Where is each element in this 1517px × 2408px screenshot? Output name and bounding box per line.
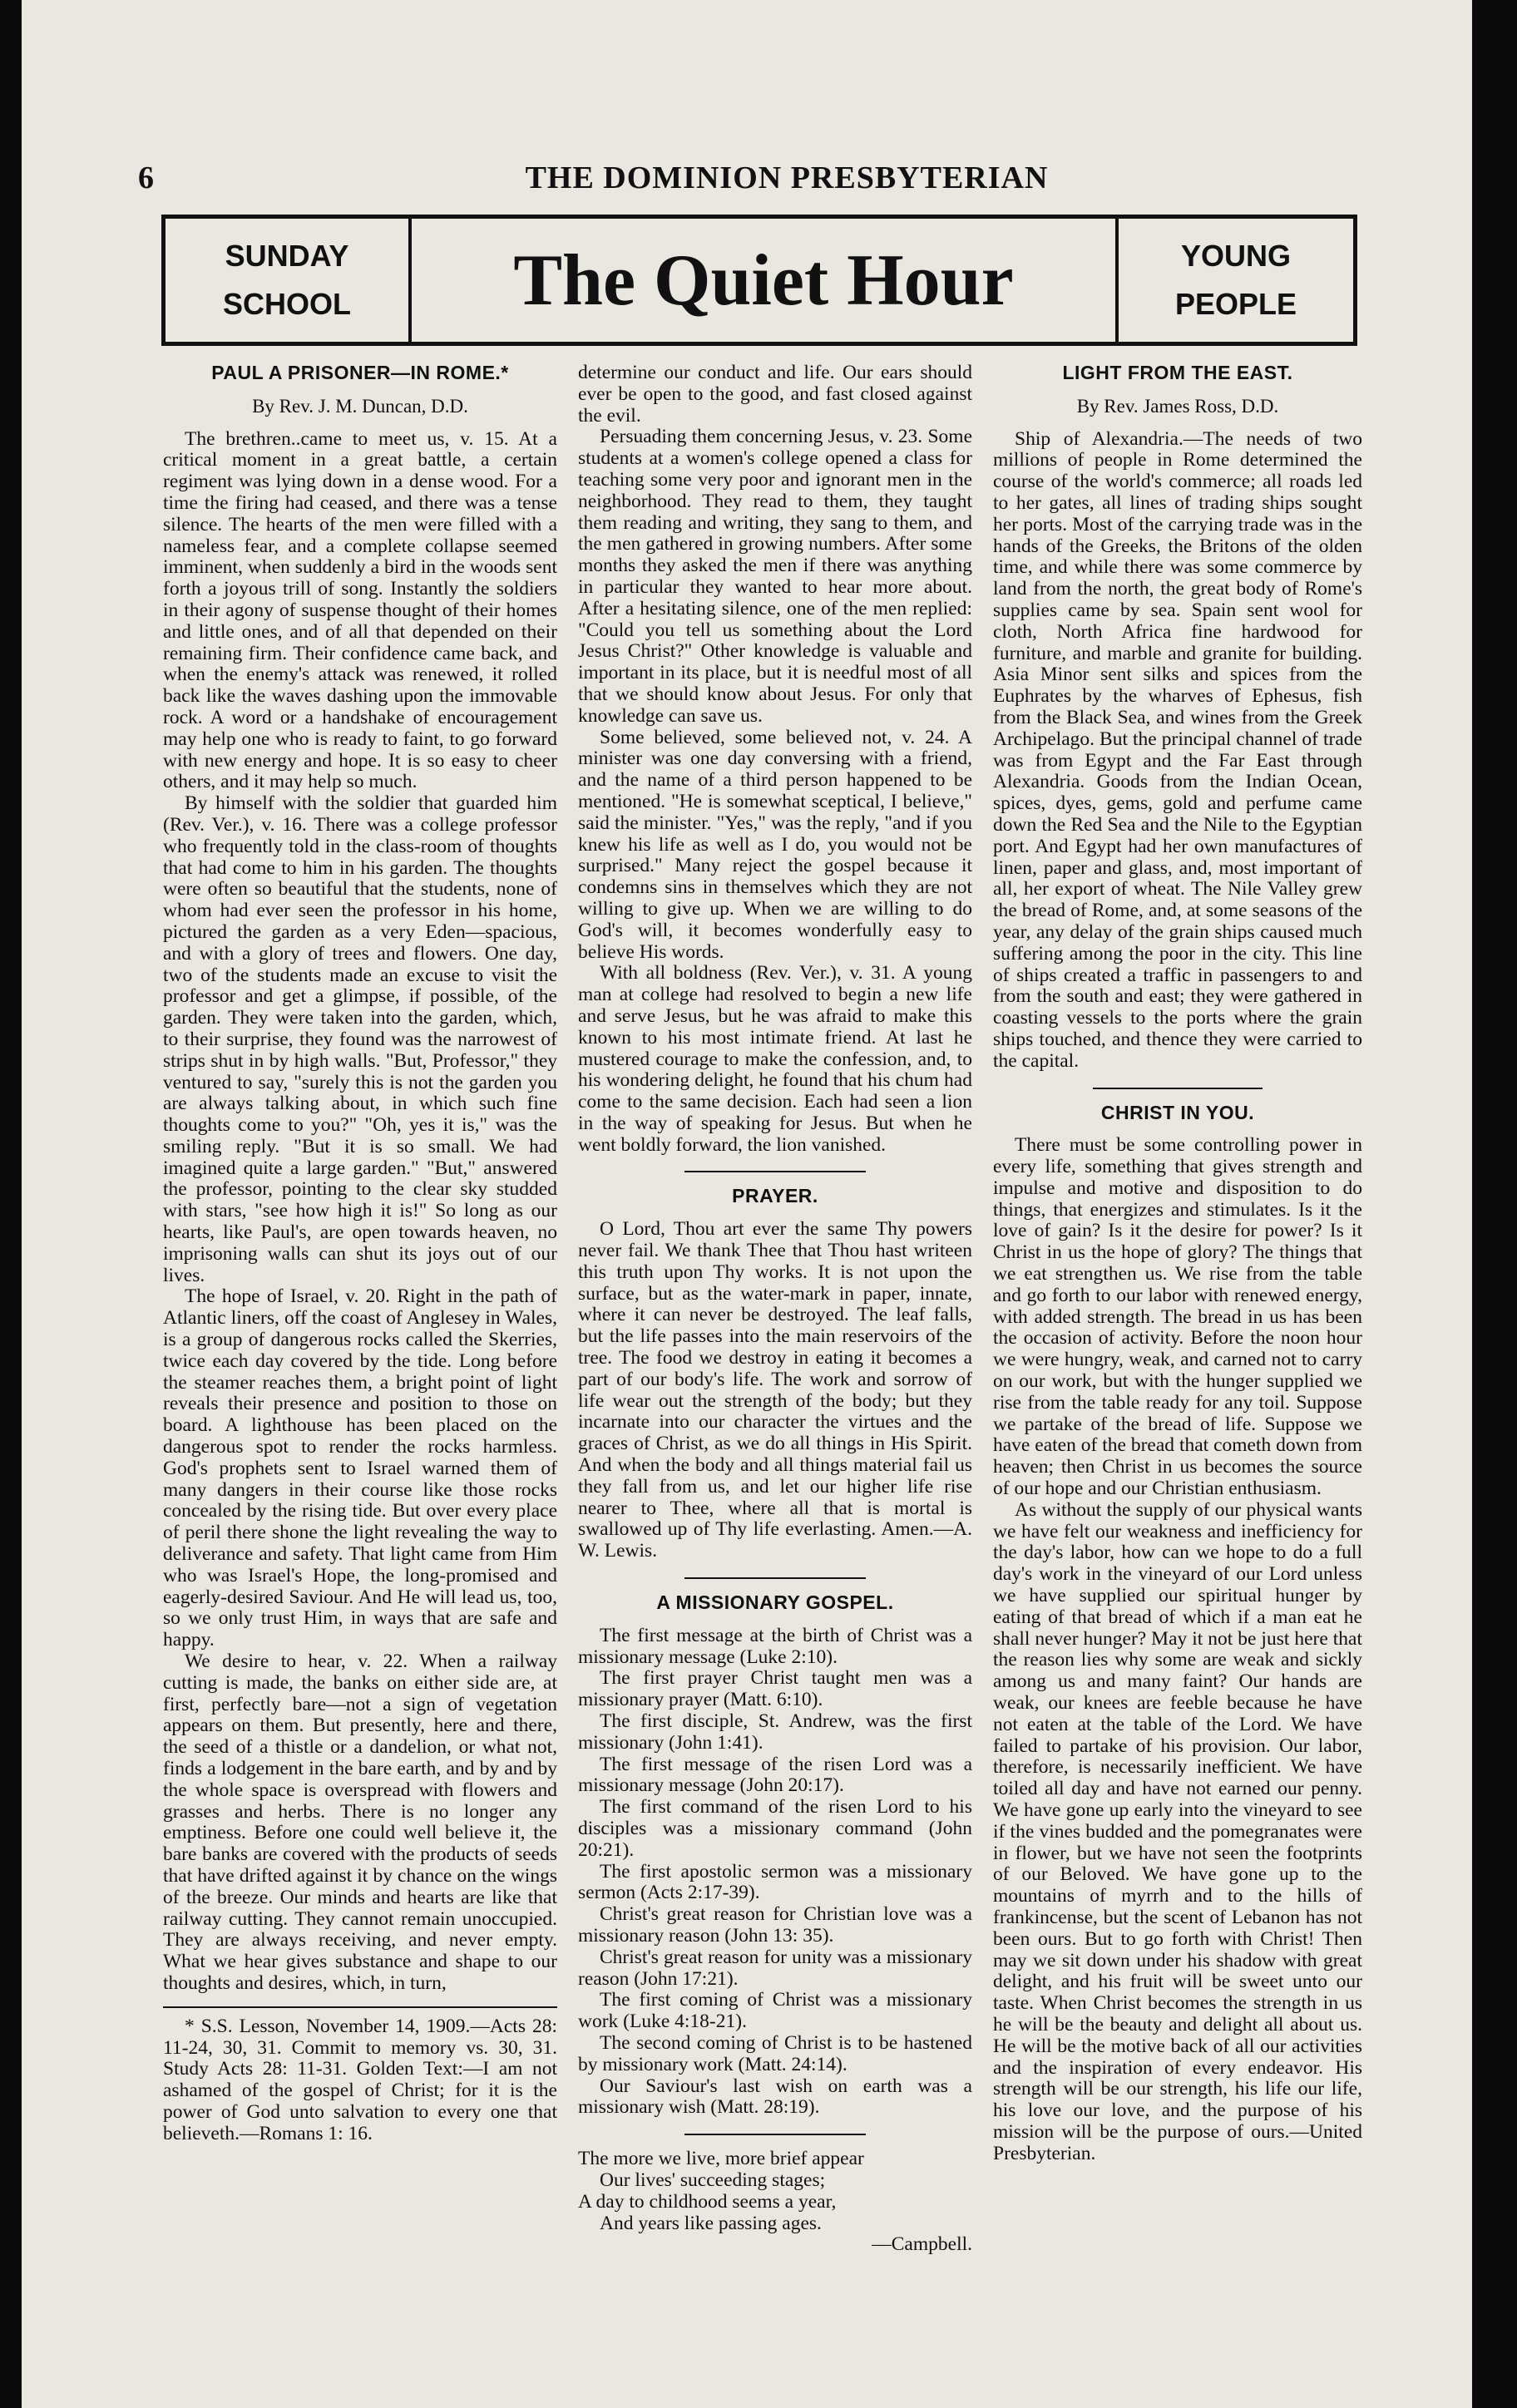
- verse-line: And years like passing ages.: [600, 2212, 822, 2234]
- page-header-bar: [138, 160, 1435, 203]
- article-byline-light: By Rev. James Ross, D.D.: [1076, 395, 1279, 417]
- verse-line: The more we live, more brief appear: [578, 2148, 864, 2170]
- article-paragraph: The brethren..came to meet us, v. 15. At a critical moment in a great battle, a certain regiment was lying down in a dense wood. For a time the firing had ceased, and there was a tense silence. The hearts of the men were filled with a nameless fear, and a complete collapse seemed imminent, when suddenly a bird in the woods sent forth a joyous trill of song. Instantly the soldiers in their agony of suspense thought of their homes and little ones, and of all that depended on their remaining firm. Their confidence came back, and when the enemy's attack was renewed, it rolled back like the waves dashing upon the immovable rock. A word or a handshake of encouragement may help one who is ready to faint, to go forward with new energy and hope. It is so easy to cheer others, and it may help so much.: [163, 427, 557, 793]
- missionary-item: The first disciple, St. Andrew, was the first missionary (John 1:41).: [578, 1710, 972, 1754]
- article-paragraph: By himself with the soldier that guarded him (Rev. Ver.), v. 16. There was a college professor who frequently told in the class-room of thoughts that had come to him in his garden. The thoughts were often so beautiful that the students, none of whom had ever seen the professor in his home, pictured the garden as a very Eden—spacious, and with a glory of trees and flowers. One day, two of the students made an excuse to visit the professor and get a glimpse, if possible, of the garden. They were taken into the garden, which, to their surprise, they found was the narrowest of strips shut in by high walls. "But, Professor," they ventured to say, "surely this is not the garden you are always talking about, in which such fine thoughts come to you?" "Oh, yes it is," was the smiling reply. "But it is so small. We had imagined quite a large garden." "But," answered the professor, pointing to the clear sky studded with stars, "see how high it is!" So long as our hearts, like Paul's, are open towards heaven, no imprisoning walls can shut its joys out of our lives.: [163, 792, 557, 1286]
- article-paragraph: The hope of Israel, v. 20. Right in the path of Atlantic liners, off the coast of Anglesey in Wales, is a group of dangerous rocks called the Skerries, twice each day covered by the tide. Long before the steamer reaches them, a bright point of light reveals their presence and position to those on board. A lighthouse has been placed on the dangerous spot to render the rocks harmless. God's prophets sent to Israel warned them of many dangers in their course like those rocks concealed by the rising tide. But over every place of peril there shone the light revealing the way to deliverance and safety. That light came from Him who was Israel's Hope, the long-promised and eagerly-desired Saviour. And He will lead us, too, so we only trust Him, in ways that are safe and happy.: [163, 1285, 557, 1651]
- missionary-item: The first command of the risen Lord to his disciples was a missionary command (John 20:21).: [578, 1796, 972, 1861]
- newspaper-page: [22, 0, 1472, 2408]
- missionary-item: The first prayer Christ taught men was a missionary prayer (Matt. 6:10).: [578, 1667, 972, 1711]
- page-number: 6: [138, 160, 154, 195]
- article-title-prayer: PRAYER.: [732, 1185, 818, 1207]
- column-1: [163, 363, 557, 2145]
- missionary-item: The first coming of Christ was a missionary work (Luke 4:18-21).: [578, 1989, 972, 2033]
- article-paragraph: We desire to hear, v. 22. When a railway cutting is made, the banks on either side are, at first, perfectly bare—not a sign of vegetation appears on them. But presently, here and there, the seed of a thistle or a dandelion, or what not, finds a lodgement in the bare earth, and by and by the whole space is overspread with flowers and grasses and herbs. There is no longer any emptiness. Before one could well believe it, the bare banks are covered with the products of seeds that have drifted against it by chance on the wings of the breeze. Our minds and hearts are like that railway cutting. They cannot remain unoccupied. They are always receiving, and never empty. What we hear gives substance and shape to our thoughts and desires, which, in turn,: [163, 1651, 557, 1994]
- article-paragraph: Persuading them concerning Jesus, v. 23. Some students at a women's college opened a class for teaching some very poor and ignorant men in the neighborhood. They read to them, they taught them reading and writing, they sang to them, and the men gathered in growing numbers. After some months they asked the men if there was anything in particular they wanted to hear more about. After a hesitating silence, one of the men replied: "Could you tell us something about the Lord Jesus Christ?" Other knowledge is valuable and important in its place, but it is needful most of all that we should know about Jesus. For only that knowledge can save us.: [578, 426, 972, 727]
- article-title-missionary: A MISSIONARY GOSPEL.: [656, 1591, 894, 1614]
- footnote-text: * S.S. Lesson, November 14, 1909.—Acts 28: 11-24, 30, 31. Commit to memory vs. 30, 31. Study Acts 28: 11-31. Golden Text:—I am not ashamed of the gospel of Christ; for it is the power of God unto salvation to every one that believeth.—Romans 1: 16.: [163, 2015, 557, 2144]
- missionary-item: Christ's great reason for unity was a missionary reason (John 17:21).: [578, 1946, 972, 1990]
- banner-right-line-1: YOUNG: [1180, 239, 1291, 273]
- article-paragraph: Some believed, some believed not, v. 24. A minister was one day conversing with a friend, and the name of a third person happened to be mentioned. "He is somewhat sceptical, I believe," said the minister. "Yes," was the reply, "and if you knew his life as well as I do, you would not be surprised." Many reject the gospel because it condemns sins in themselves which they are not willing to give up. When we are willing to do God's will, it becomes wonderfully easy to believe His words.: [578, 726, 972, 963]
- section-divider: [1093, 1088, 1263, 1089]
- article-title-christ: CHRIST IN YOU.: [1100, 1101, 1255, 1123]
- article-paragraph: As without the supply of our physical wants we have felt our weakness and inefficiency for the day's labor, how can we hope to do a full day's work in the vineyard of our Lord unless we have supplied our spiritual hunger by eating of that bread of which if a man eat he shall never hunger? May it not be just here that the reason lies why some are weak and sickly among us and many faint? Our hands are weak, our knees are feeble because he have not eaten at the table of the Lord. We have failed to partake of his provision. Our labor, therefore, is necessarily inefficient. We have toiled all day and have not earned our penny. We have gone up early into the vineyard to see if the vines budded and the pomegranates were in flower, but we have not seen the footprints of our Beloved. We have gone up to the mountains of myrrh and to the hills of frankincense, but the scent of Lebanon has not been ours. But to go forth with Christ! Then may we sit down under his shadow with great delight, and his fruit will be sweet unto our taste. When Christ becomes the strength in us he will be the beauty and delight all about us. He will be the motive back of all our activities and the inspiration of every endeavor. His strength will be our strength, his life our life, his love our love, and the purpose of his mission will be the purpose of ours.—United Presbyterian.: [993, 1498, 1362, 2164]
- lesson-footnote: [163, 2006, 557, 2145]
- article-paragraph: With all boldness (Rev. Ver.), v. 31. A young man at college had resolved to begin a new life and serve Jesus, but he was afraid to make this known to his most intimate friend. At last he mustered courage to make the confession, and, to his wondering delight, he found that his chum had come to the same decision. Each had seen a lion in the way of speaking for Jesus. But when he went boldly forward, the lion vanished.: [578, 962, 972, 1156]
- section-divider: [684, 2134, 866, 2135]
- poem-verse: [578, 2149, 972, 2256]
- section-banner: [161, 215, 1357, 346]
- missionary-item: The first apostolic sermon was a missionary sermon (Acts 2:17-39).: [578, 1860, 972, 1904]
- page-title: THE DOMINION PRESBYTERIAN: [525, 160, 1049, 195]
- verse-line: A day to childhood seems a year,: [578, 2190, 837, 2213]
- banner-left-line-1: SUNDAY: [225, 239, 349, 273]
- missionary-item: Christ's great reason for Christian love was a missionary reason (John 13: 35).: [578, 1903, 972, 1947]
- verse-line: Our lives' succeeding stages;: [600, 2169, 826, 2191]
- column-2: [578, 363, 972, 2256]
- section-divider: [684, 1171, 866, 1172]
- prayer-paragraph: O Lord, Thou art ever the same Thy powers never fail. We thank Thee that Thou hast writeen this truth upon Thy works. It is not upon the surface, but as the water-mark in paper, innate, where it can never be destroyed. The leaf falls, but the life passes into the main reservoirs of the tree. The food we destroy in eating it becomes a part of our body's life. The work and sorrow of life wear out the strength of the body; but they incarnate into our character the virtues and the graces of Christ, as we do all things in His Spirit. And when the body and all things material fail us they fall from us, and let our higher life rise nearer to Thee, where all that is mortal is swallowed up of Thy life everlasting. Amen.—A. W. Lewis.: [578, 1218, 972, 1562]
- article-byline-paul: By Rev. J. M. Duncan, D.D.: [252, 395, 468, 417]
- section-divider: [684, 1577, 866, 1579]
- article-paragraph: Ship of Alexandria.—The needs of two millions of people in Rome determined the course of the world's commerce; all roads led to her gates, all lines of trading ships sought her ports. Most of the carrying trade was in the hands of the Greeks, the Britons of the olden time, and while there was some commerce by land from the north, the great body of Rome's supplies came by sea. Spain sent wool for cloth, North Africa fine hardwood for furniture, and marble and granite for building. Asia Minor sent silks and spices from the Euphrates by the wharves of Ephesus, fish from the Black Sea, and wines from the Greek Archipelago. But the principal channel of trade was from Egypt and the Far East through Alexandria. Goods from the Indian Ocean, spices, dyes, gems, gold and perfume came down the Red Sea and the Nile to the Egyptian port. And Egypt had her own manufactures of linen, paper and glass, and, most important of all, her export of wheat. The Nile Valley grew the bread of Rome, and, at some seasons of the year, any delay of the grain ships caused much suffering among the poor in the city. This line of ships created a traffic in passengers to and from the south and east; they were gathered in coasting vessels to the ports where the grain ships touched, and thence they were carried to the capital.: [993, 427, 1362, 1072]
- banner-right-box: [1115, 219, 1353, 342]
- missionary-item: The first message of the risen Lord was a missionary message (John 20:17).: [578, 1753, 972, 1797]
- missionary-item: The first message at the birth of Christ was a missionary message (Luke 2:10).: [578, 1624, 972, 1668]
- article-title-paul: PAUL A PRISONER—IN ROME.*: [211, 362, 509, 383]
- banner-left-line-2: SCHOOL: [222, 287, 351, 321]
- missionary-item: The second coming of Christ is to be hastened by missionary work (Matt. 24:14).: [578, 2031, 972, 2075]
- verse-attribution: —Campbell.: [872, 2233, 972, 2256]
- column-3: [993, 363, 1362, 2165]
- banner-left-box: [166, 219, 412, 342]
- article-paragraph: There must be some controlling power in every life, something that gives strength and impulse and motive and disposition to do things, that energizes and stimulates. Is it the love of gain? Is it the desire for power? Is it Christ in us the hope of glory? The things that we eat strengthen us. We rise from the table and go forth to our labor with renewed energy, with added strength. The bread in us has been the occasion of activity. Before the noon hour we were hungry, weak, and carned not to carry on our work, but with the hunger supplied we rise from the table ready for any toil. Suppose we partake of the bread of life. Suppose we have eaten of the bread that cometh down from heaven; then Christ in us becomes the source of our hope and our Christian enthusiasm.: [993, 1134, 1362, 1500]
- missionary-item: Our Saviour's last wish on earth was a missionary wish (Matt. 28:19).: [578, 2075, 972, 2119]
- banner-title: The Quiet Hour: [513, 239, 1014, 321]
- banner-right-line-2: PEOPLE: [1174, 287, 1297, 321]
- article-paragraph: determine our conduct and life. Our ears should ever be open to the good, and fast closed against the evil.: [578, 362, 972, 427]
- article-title-light: LIGHT FROM THE EAST.: [1062, 362, 1293, 383]
